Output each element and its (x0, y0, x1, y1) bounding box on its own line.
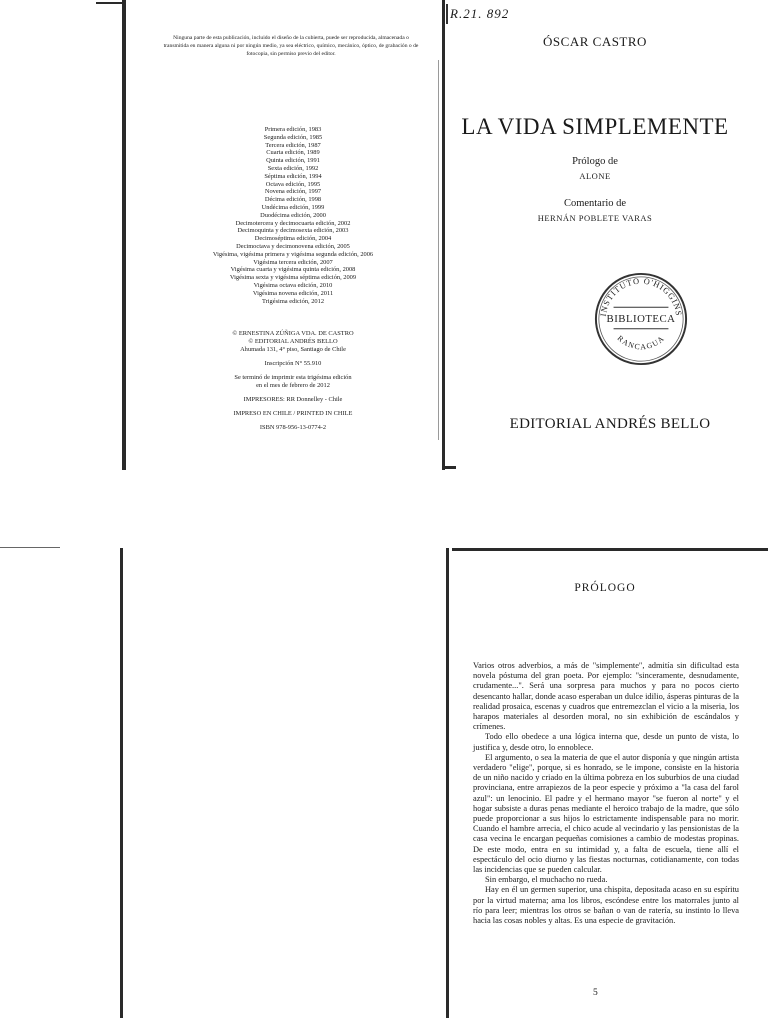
edition-line: Decimoséptima edición, 2004 (254, 235, 332, 243)
edition-line: Novena edición, 1997 (264, 188, 322, 196)
left-bottom-page-edge (120, 548, 123, 1018)
commentary-author: HERNÁN POBLETE VARAS (537, 213, 653, 223)
prologue-body (473, 661, 739, 926)
stamp-city: RANCAGUA (615, 333, 667, 352)
edition-line: Cuarta edición, 1989 (266, 149, 320, 157)
edition-line: Décima edición, 1998 (264, 196, 322, 204)
edition-line: Vigésima sexta y vigésima séptima edición, 2009 (229, 274, 357, 282)
gutter-dots (438, 60, 439, 440)
edition-list (178, 126, 408, 305)
prologue-author: ALONE (579, 171, 611, 181)
prologue-paragraph: Varios otros adverbios, a más de "simplemente", admitía sin dificultad esta novela póstuma del gran poeta. Por ejemplo: "sinceramente, desnudamente, crudamente...". Será una sorpresa para muchos y para no pocos cierto desencanto hallar, donde acaso esperaban un dulce idilio, ásperas pinturas de la realidad prosaica, escenas y cuadros que entremezclan el vicio a la miseria, los harapos materiales al desorden moral, no sin exhibición de escándalos y crímenes. (473, 661, 739, 732)
catalog-code-bracket (446, 4, 448, 24)
edition-line: Segunda edición, 1985 (263, 133, 323, 141)
edition-line: Vigésima octava edición, 2010 (253, 281, 333, 289)
edition-line: Undécima edición, 1999 (261, 203, 325, 211)
edition-line: Trigésima edición, 2012 (261, 297, 325, 305)
edition-line: Séptima edición, 1994 (264, 172, 322, 180)
library-stamp (592, 270, 690, 368)
left-top-page-edge (122, 0, 126, 470)
edition-line: Quinta edición, 1991 (266, 157, 320, 165)
edition-line: Sexta edición, 1992 (267, 164, 319, 172)
right-bottom-page-top-rule (452, 548, 768, 551)
printers: IMPRESORES: RR Donnelley - Chile (243, 396, 343, 403)
prologue-heading: PRÓLOGO (574, 582, 636, 594)
handwritten-catalog-code: R.21. 892 (450, 6, 510, 21)
edition-line: Primera edición, 1983 (264, 126, 322, 133)
prologue-label: Prólogo de (572, 156, 618, 167)
edition-line: Duodécima edición, 2000 (260, 211, 326, 219)
publisher-name: EDITORIAL ANDRÉS BELLO (509, 416, 711, 432)
inscription-number: Inscripción N° 55.910 (264, 360, 322, 367)
rights-publisher: © EDITORIAL ANDRÉS BELLO (248, 338, 338, 345)
credits-block (178, 330, 408, 432)
edition-line: Vigésima, vigésima primera y vigésima segunda edición, 2006 (212, 250, 374, 258)
left-bottom-page-edge-cap (0, 547, 60, 548)
edition-line: Vigésima tercera edición, 2007 (253, 258, 333, 266)
left-top-page-edge-cap (96, 2, 124, 4)
copyright-notice: Ninguna parte de esta publicación, incluido el diseño de la cubierta, puede ser reproducida, almacenada o transmitida en manera alguna ni por ningún medio, ya sea eléctrico, químico, mecánico, óptico, de grabación o de fotocopia, sin permiso previo del editor. (163, 35, 419, 57)
prologue-paragraph: Sin embargo, el muchacho no rueda. (485, 875, 608, 885)
stamp-institution: INSTITUTO O'HIGGINS (598, 276, 684, 317)
prologue-paragraph: Hay en él un germen superior, una chispita, depositada acaso en su espíritu por la virtud materna; ama los libros, escóndese entre los matorrales junto al río para leer; mientras los otros se bañan o van de ratería, su instinto lo lleva hacia las cosas nobles y altas. Es una especie de gravitación. (473, 885, 739, 926)
rights-holder: © ERNESTINA ZÚÑIGA VDA. DE CASTRO (232, 330, 354, 337)
author-name: ÓSCAR CASTRO (543, 34, 647, 49)
edition-line: Tercera edición, 1987 (265, 141, 321, 149)
printing-note: Se terminó de imprimir esta trigésima edición (234, 374, 352, 381)
page-number: 5 (593, 988, 598, 998)
edition-line: Decimoquinta y decimosexta edición, 2003 (237, 227, 349, 235)
right-top-page-edge-cap (442, 466, 456, 469)
commentary-label: Comentario de (563, 198, 627, 209)
prologue-paragraph: El argumento, o sea la materia de que el autor disponía y que ningún artista verdadero "elige", porque, si es honrado, se le impone, consiste en la historia de un niño nacido y criado en la última pobreza en los suburbios de una ciudad provinciana, entre arrapiezos de la peor especie y próximo a "la casa del farol azul": un lenocinio. El padre y el hermano mayor "se fueron al norte" y el hogar subsiste a duras penas mediante el heroico trabajo de la madre, que sólo puede proporcionar a sus hijos lo estrictamente indispensable para no morir. Cuando el hambre arrecia, el chico acude al vecindario y las pensionistas de la casa vecina le encargan pequeñas comisiones a cambio de modestas propinas. De este modo, entra en su intimidad y, a falta de escuela, tiene allí el espectáculo del ocio diurno y las fiestas nocturnas, cotidianamente, con todas las incidencias que se pueden calcular. (473, 752, 739, 875)
edition-line: Vigésima cuarta y vigésima quinta edición, 2008 (230, 266, 356, 274)
isbn: ISBN 978-956-13-0774-2 (259, 424, 327, 431)
book-title: LA VIDA SIMPLEMENTE (461, 114, 729, 139)
printing-date: en el mes de febrero de 2012 (256, 382, 330, 389)
printed-in: IMPRESO EN CHILE / PRINTED IN CHILE (233, 410, 353, 417)
stamp-library: BIBLIOTECA (606, 312, 676, 325)
edition-line: Octava edición, 1995 (265, 180, 321, 188)
prologue-paragraph: Todo ello obedece a una lógica interna que, desde un punto de vista, lo justifica y, desde otro, lo ennoblece. (473, 732, 739, 752)
edition-line: Decimoctava y decimonovena edición, 2005 (236, 242, 350, 250)
edition-line: Vigésima novena edición, 2011 (252, 289, 334, 297)
right-bottom-page-edge (446, 548, 449, 1018)
right-top-page-edge (442, 0, 445, 470)
edition-line: Decimotercera y decimocuarta edición, 2002 (235, 219, 351, 227)
publisher-address: Ahumada 131, 4° piso, Santiago de Chile (240, 346, 346, 353)
